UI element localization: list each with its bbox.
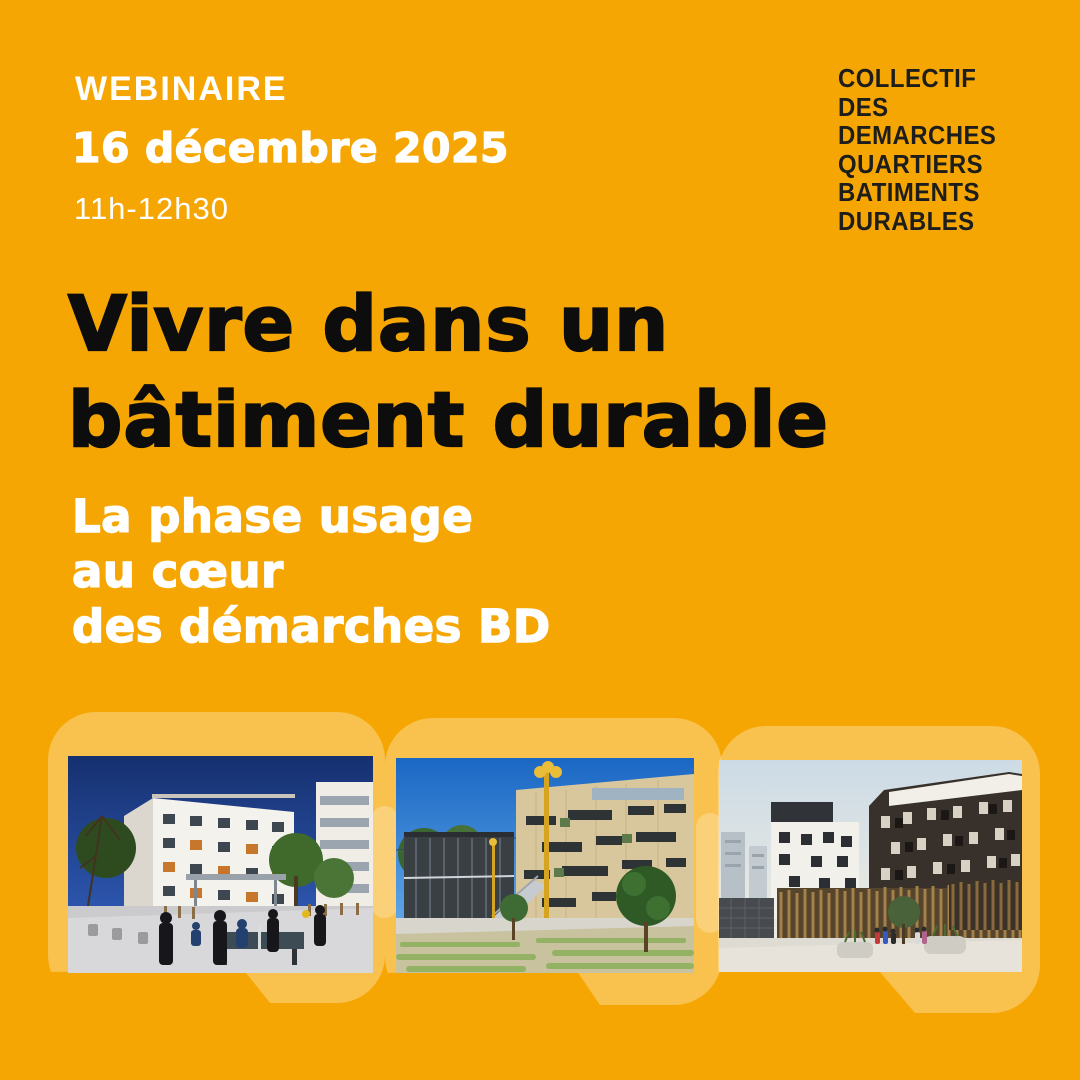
main-title xyxy=(68,276,829,468)
photo-2 xyxy=(396,758,694,973)
org-logo xyxy=(838,64,996,235)
subtitle xyxy=(72,489,551,654)
title-line-1: Vivre dans un xyxy=(68,279,670,368)
photo-2-image xyxy=(396,758,694,973)
tile-overlap-capsule-1 xyxy=(371,806,398,918)
logo-line: BATIMENTS xyxy=(838,177,980,207)
subtitle-line-3: des démarches BD xyxy=(72,600,551,653)
photo-3-image xyxy=(719,760,1022,972)
logo-line: QUARTIERS xyxy=(838,148,984,179)
event-date: 16 décembre 2025 xyxy=(72,124,510,172)
logo-line: DES xyxy=(838,91,889,122)
title-line-2: bâtiment durable xyxy=(68,375,829,464)
kicker: WEBINAIRE xyxy=(75,70,288,108)
photo-1-image xyxy=(68,756,373,973)
logo-line: COLLECTIF xyxy=(838,63,977,93)
photo-3 xyxy=(719,760,1022,972)
logo-line: DURABLES xyxy=(838,205,975,236)
subtitle-line-1: La phase usage xyxy=(72,490,474,543)
subtitle-line-2: au cœur xyxy=(72,545,284,598)
logo-line: DEMARCHES xyxy=(838,120,997,150)
event-time: 11h-12h30 xyxy=(74,191,229,226)
photo-1 xyxy=(68,756,373,973)
